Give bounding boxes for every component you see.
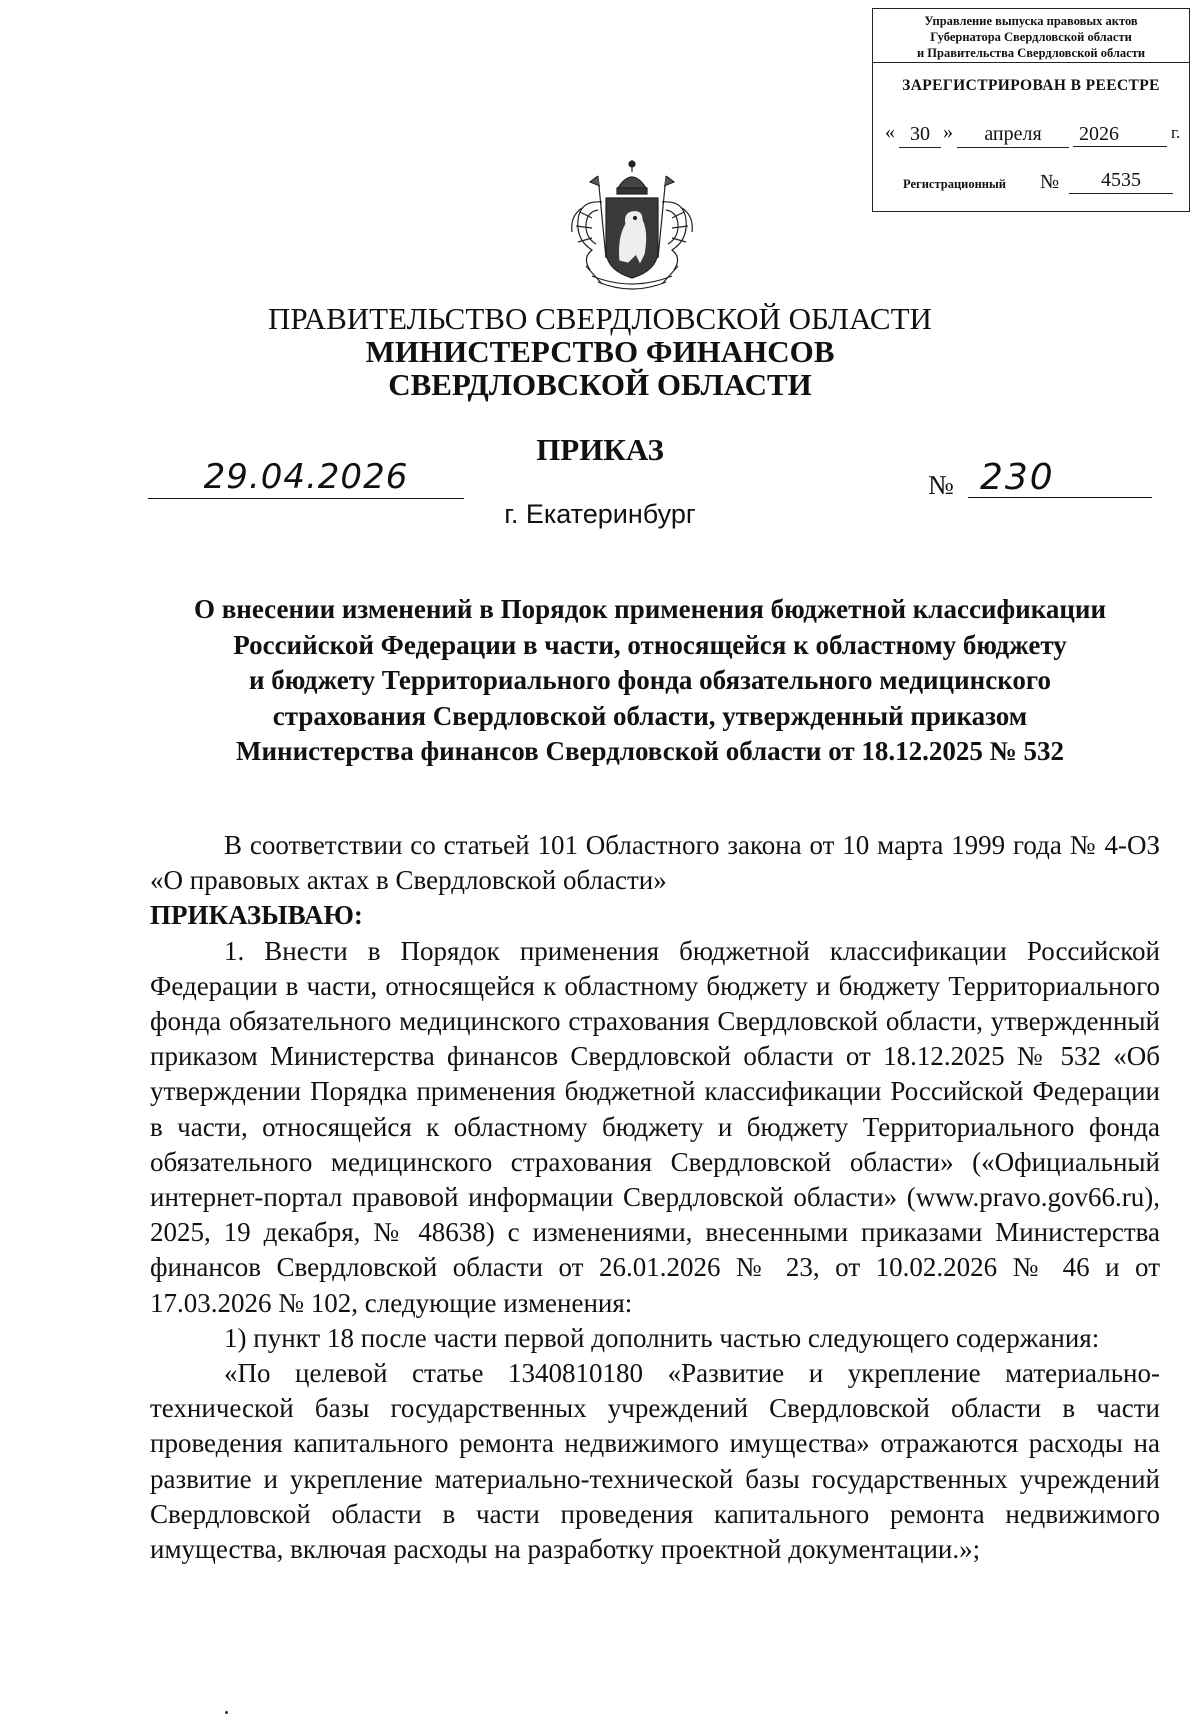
stamp-reg-number: 4535 xyxy=(1069,169,1173,194)
stamp-date xyxy=(885,121,1185,151)
title-line: Министерства финансов Свердловской области от 18.12.2025 № 532 xyxy=(235,736,1065,766)
page-mark xyxy=(225,1711,228,1714)
preamble: В соответствии со статьей 101 Областного закона от 10 марта 1999 года № 4-ОЗ «О правовых актах в Свердловской области» xyxy=(150,830,1160,896)
item-1: 1. Внести в Порядок применения бюджетной классификации Российской Федерации в части, относящейся к областному бюджету и бюджету Территориального фонда обязательного медицинского страхования Свердловской области, утвержденный приказом Министерства финансов Свердловской области от 18.12.2025 № 532 «Об утверждении Порядка применения бюджетной классификации Российской Федерации в части, относящейся к областному бюджету и бюджету Территориального фонда обязательного медицинского страхования Свердловской области» («Официальный интернет-портал правовой информации Свердловской области» (www.pravo.gov66.ru), 2025, 19 декабря, № 48638) с изменениями, внесенными приказами Министерства финансов Свердловской области от 26.01.2026 № 23, от 10.02.2026 № 46 и от 17.03.2026 № 102, следующие изменения: xyxy=(150,935,1160,1318)
ministry-title: МИНИСТЕРСТВО ФИНАНСОВ xyxy=(365,334,835,369)
order-word: ПРИКАЗЫВАЮ: xyxy=(150,900,363,931)
stamp-day: 30 xyxy=(899,121,941,148)
stamp-registered-label: ЗАРЕГИСТРИРОВАН В РЕЕСТРЕ xyxy=(902,77,1160,94)
subitem-1: 1) пункт 18 после части первой дополнить частью следующего содержания: xyxy=(224,1322,1100,1353)
title-line: Российской Федерации в части, относящейся к областному бюджету xyxy=(233,629,1067,660)
ministry-title-region: СВЕРДЛОВСКОЙ ОБЛАСТИ xyxy=(388,367,812,402)
document-type: ПРИКАЗ xyxy=(536,432,664,467)
amendment-quote: «По целевой статье 1340810180 «Развитие и укрепление материально-технической базы государственных учреждений Свердловской области в части проведения капитального ремонта недвижимого имущества» отражаются расходы на развитие и укрепление материально-технической базы государственных учреждений Свердловской области в части проведения капитального ремонта недвижимого имущества, включая расходы на разработку проектной документации.»; xyxy=(150,1358,1160,1565)
stamp-header xyxy=(873,9,1189,63)
handwritten-number: 230 xyxy=(968,458,1152,498)
stamp-header-line: и Правительства Свердловской области xyxy=(916,46,1146,60)
city: г. Екатеринбург xyxy=(504,499,696,529)
order-number xyxy=(928,458,1152,500)
handwritten-date: 29.04.2026 xyxy=(148,456,464,499)
coat-of-arms-icon xyxy=(562,158,702,294)
stamp-no-sign: № xyxy=(1040,171,1060,193)
government-title: ПРАВИТЕЛЬСТВО СВЕРДЛОВСКОЙ ОБЛАСТИ xyxy=(268,301,932,336)
document-title xyxy=(150,592,1150,770)
stamp-month: апреля xyxy=(957,121,1069,148)
stamp-quote-open: « xyxy=(885,121,895,143)
stamp-year: 2026 xyxy=(1073,121,1167,147)
title-line: и бюджету Территориального фонда обязательного медицинского xyxy=(249,665,1051,695)
stamp-quote-close: » xyxy=(943,121,953,143)
stamp-header-line: Управление выпуска правовых актов xyxy=(924,14,1138,28)
stamp-reg-label: Регистрационный xyxy=(903,177,1006,191)
number-sign: № xyxy=(928,470,954,500)
stamp-year-suffix: г. xyxy=(1171,123,1181,142)
stamp-registration-number xyxy=(903,169,1183,199)
registry-stamp xyxy=(872,8,1190,212)
document-body xyxy=(150,828,1160,1567)
title-line: страхования Свердловской области, утвержденный приказом xyxy=(272,700,1028,731)
stamp-header-line: Губернатора Свердловской области xyxy=(930,30,1132,44)
title-line: О внесении изменений в Порядок применения бюджетной классификации xyxy=(193,594,1107,624)
